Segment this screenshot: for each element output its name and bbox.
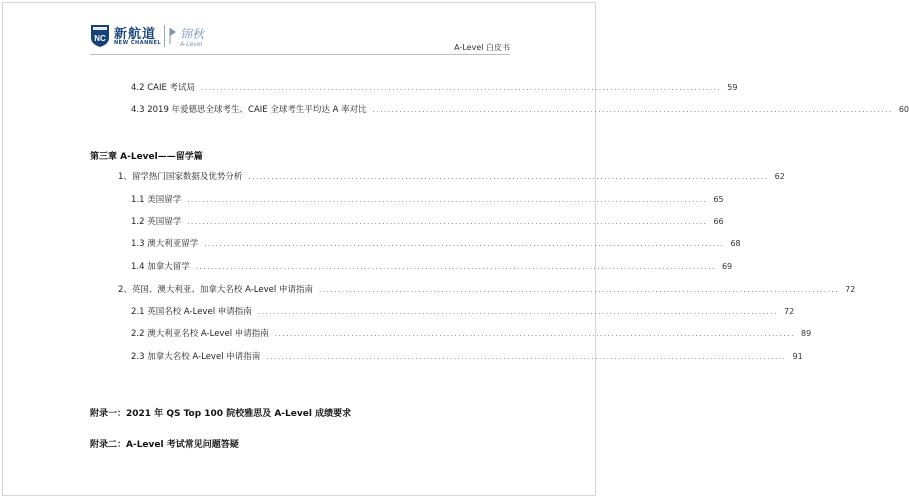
- logo-brand-name: 新航道: [114, 27, 157, 42]
- toc-entry[interactable]: [118, 283, 856, 295]
- toc-entry-page: 65: [713, 195, 724, 204]
- toc-entry[interactable]: [131, 215, 724, 227]
- toc-entry-label: 1、留学热门国家数据及优势分析: [118, 172, 243, 182]
- toc-leader-dots: ........................................................................................................................................: [318, 286, 840, 294]
- toc-leader-dots: ........................................................................................................................................: [274, 330, 795, 338]
- chapter-heading[interactable]: 第三章 A-Level——留学篇: [90, 152, 203, 162]
- document-title: A-Level 白皮书: [454, 43, 510, 52]
- toc-entry-page: 59: [727, 83, 738, 92]
- page-header: [0, 0, 600, 60]
- toc-entry[interactable]: [118, 170, 785, 182]
- toc-entry-page: 60: [898, 105, 909, 114]
- toc-entry-page: 66: [713, 217, 724, 226]
- toc-entry-label: 1.2 英国留学: [131, 217, 182, 227]
- toc-leader-dots: ........................................................................................................................................: [204, 240, 725, 248]
- toc-entry-label: 4.3 2019 年爱德思全球考生、CAIE 全球考生平均达 A 率对比: [131, 105, 367, 115]
- toc-entry-label: 1.4 加拿大留学: [131, 262, 190, 272]
- toc-entry[interactable]: [131, 305, 795, 317]
- toc-entry-page: 89: [800, 329, 812, 338]
- toc-entry-label: 1.3 澳大利亚留学: [131, 239, 199, 249]
- page-border: [2, 2, 596, 496]
- toc-leader-dots: ........................................................................................................................................: [195, 263, 716, 271]
- toc-entry[interactable]: [131, 81, 738, 93]
- shield-logo-icon: [90, 24, 110, 48]
- toc-entry-label: 2.2 澳大利亚名校 A-Level 申请指南: [131, 329, 269, 339]
- toc-entry[interactable]: [131, 327, 812, 339]
- toc-leader-dots: ........................................................................................................................................: [187, 196, 708, 204]
- flag-logo-icon: [168, 26, 178, 46]
- toc-entry-page: 62: [774, 172, 785, 181]
- toc-leader-dots: ........................................................................................................................................: [248, 173, 769, 181]
- appendix-heading[interactable]: 附录一：2021 年 QS Top 100 院校雅思及 A-Level 成绩要求: [90, 409, 352, 419]
- toc-entry[interactable]: [131, 260, 733, 272]
- toc-entry-page: 69: [721, 262, 733, 271]
- logo-brand-subtitle: NEW CHANNEL: [114, 40, 162, 46]
- toc-entry-label: 1.1 美国留学: [131, 195, 182, 205]
- logo-divider: [164, 25, 165, 47]
- toc-leader-dots: ........................................................................................................................................: [201, 84, 722, 92]
- toc-entry-page: 91: [792, 352, 803, 361]
- toc-entry-page: 68: [730, 239, 741, 248]
- toc-entry-label: 2.1 英国名校 A-Level 申请指南: [131, 307, 252, 317]
- toc-entry[interactable]: [131, 350, 803, 362]
- toc-leader-dots: ........................................................................................................................................: [257, 308, 778, 316]
- header-rule: [90, 54, 510, 55]
- toc-entry[interactable]: [131, 193, 724, 205]
- toc-entry-label: 2.3 加拿大名校 A-Level 申请指南: [131, 352, 261, 362]
- toc-entry-page: 72: [845, 285, 856, 294]
- appendix-heading[interactable]: 附录二：A-Level 考试常见问题答疑: [90, 440, 239, 450]
- toc-leader-dots: ........................................................................................................................................: [266, 353, 787, 361]
- logo-badge-text: NC: [94, 34, 106, 43]
- toc-entry-label: 2、英国、澳大利亚、加拿大名校 A-Level 申请指南: [118, 285, 313, 295]
- toc-entry[interactable]: [131, 103, 909, 115]
- toc-entry[interactable]: [131, 237, 741, 249]
- toc-entry-page: 72: [783, 307, 795, 316]
- logo2-brand-subtitle: A-Level: [180, 41, 203, 48]
- toc-leader-dots: ........................................................................................................................................: [187, 218, 708, 226]
- toc-leader-dots: ........................................................................................................................................: [372, 106, 893, 114]
- toc-entry-label: 4.2 CAIE 考试局: [131, 83, 196, 93]
- logo2-brand-name: 锦秋: [180, 27, 205, 41]
